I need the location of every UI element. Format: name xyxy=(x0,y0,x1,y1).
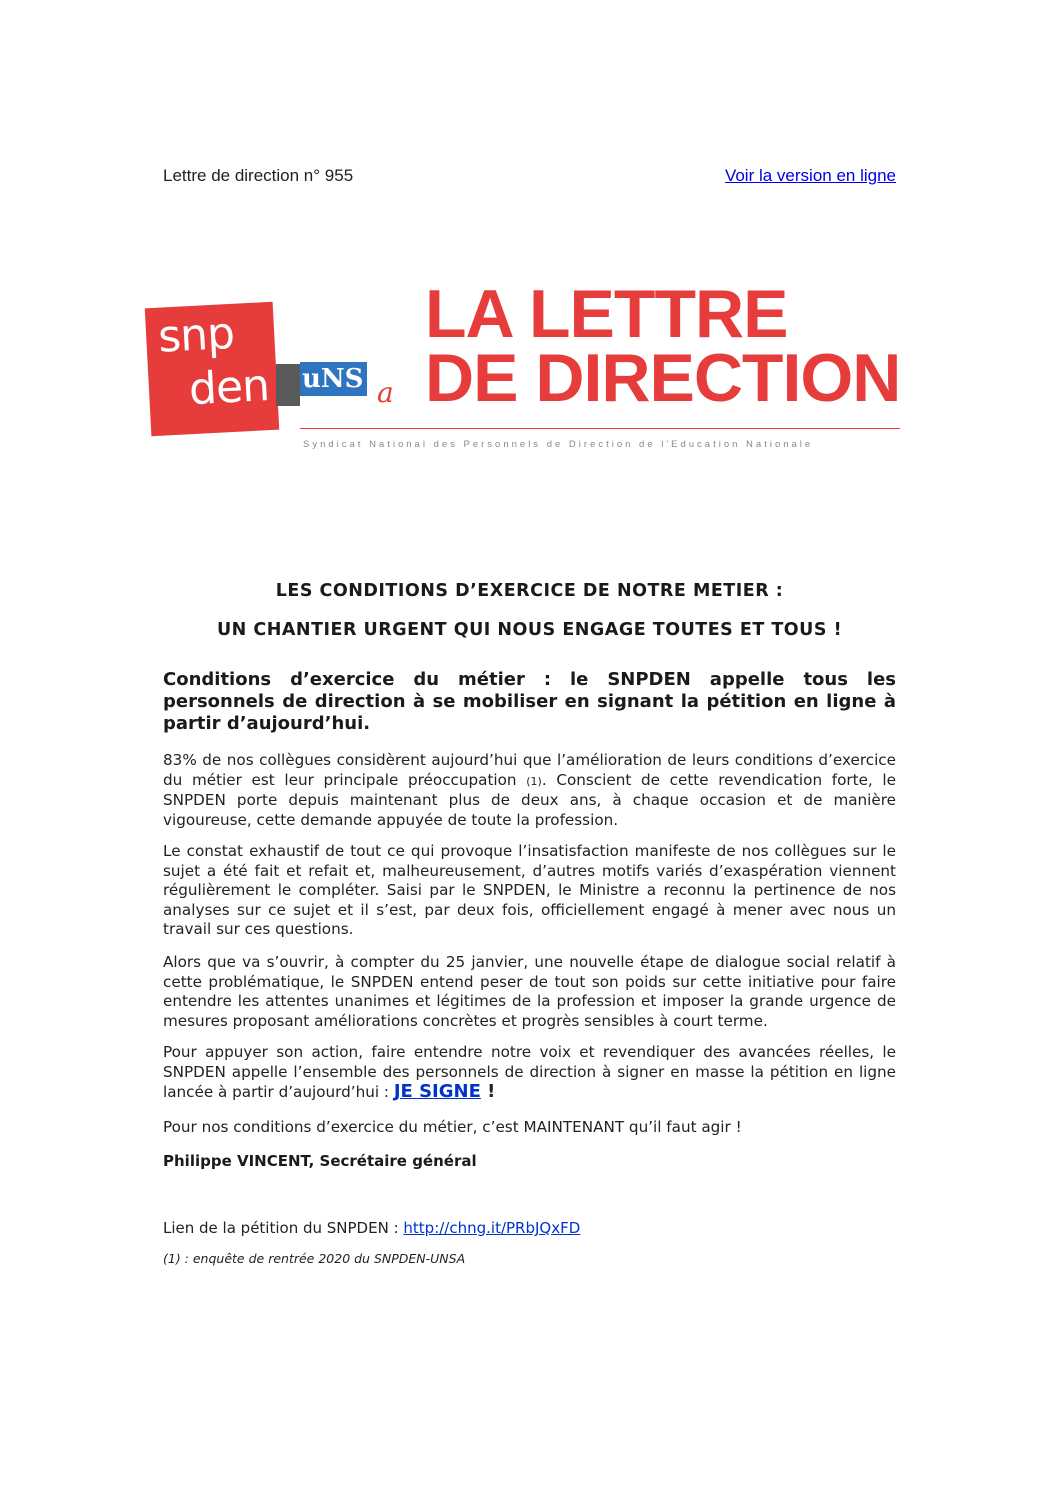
article-title-line1: LES CONDITIONS D’EXERCICE DE NOTRE METIER : xyxy=(275,581,784,601)
petition-link[interactable]: http://chng.it/PRbJQxFD xyxy=(403,1219,581,1237)
masthead-title-line2: DE DIRECTION xyxy=(425,340,901,416)
logo-snp-text: snp xyxy=(156,307,236,363)
unsa-logo-a: a xyxy=(377,376,394,409)
paragraph-5: Pour nos conditions d’exercice du métier, c’est MAINTENANT qu’il faut agir ! xyxy=(163,1118,742,1136)
cta-exclamation: ! xyxy=(480,1081,496,1102)
article-title-line2: UN CHANTIER URGENT QUI NOUS ENGAGE TOUTES ET TOUS ! xyxy=(216,620,843,640)
paragraph-2: Le constat exhaustif de tout ce qui provoque l’insatisfaction manifeste de nos collègues sur le sujet a été fait et refait et, malheureusement, d’autres motifs variés d’exaspération viennent régulièrement le compléter. Saisi par le SNPDEN, le Ministre a reconnu la pertinence de nos analyses sur ce sujet et il s’est, par deux fois, officiellement engagé à mener avec nous un travail sur ces questions. xyxy=(163,842,896,938)
petition-label: Lien de la pétition du SNPDEN : xyxy=(163,1219,404,1237)
unsa-logo: uNS xyxy=(300,362,367,396)
paragraph-4-text: Pour appuyer son action, faire entendre notre voix et revendiquer des avancées réelles, le SNPDEN appelle l’ensemble des personnels de direction à signer en masse la pétition en ligne lancée à partir d’aujourd’hui : xyxy=(163,1043,896,1101)
article-lead: Conditions d’exercice du métier : le SNPDEN appelle tous les personnels de direction à se mobiliser en signant la pétition en ligne à partir d’aujourd’hui. xyxy=(163,669,896,734)
paragraph-1-text-a: 83% de nos collègues considèrent aujourd’hui que l’amélioration de leurs conditions d’exercice du métier est leur principale préoccupation xyxy=(163,751,896,789)
unsa-logo-block xyxy=(276,364,300,406)
logo-den-text: den xyxy=(187,360,271,416)
signature: Philippe VINCENT, Secrétaire général xyxy=(163,1152,477,1170)
online-version-link[interactable]: Voir la version en ligne xyxy=(724,166,896,185)
petition-line xyxy=(163,1219,580,1237)
masthead-subtitle: Syndicat National des Personnels de Direction de l'Education Nationale xyxy=(303,439,814,450)
masthead-title-line1: LA LETTRE xyxy=(425,276,788,352)
paragraph-1-text-b: . Conscient de cette revendication forte, le SNPDEN porte depuis maintenant plus de deux ans, à chaque occasion et de manière vigoureuse, cette demande appuyée de toute la profession. xyxy=(163,770,896,829)
paragraph-3: Alors que va s’ouvrir, à compter du 25 janvier, une nouvelle étape de dialogue social relatif à cette problématique, le SNPDEN entend peser de tout son poids sur cette initiative pour faire entendre les attentes unanimes et légitimes de la profession et imposer la grande urgence de mesures proposant améliorations concrètes et progrès sensibles à court terme. xyxy=(163,953,896,1030)
paragraph-4 xyxy=(163,1043,896,1103)
paragraph-1 xyxy=(163,751,896,830)
masthead-divider xyxy=(300,428,900,429)
footnote-ref: (1) xyxy=(526,774,542,788)
snpden-logo xyxy=(145,302,280,437)
top-bar xyxy=(163,166,896,190)
je-signe-link[interactable]: JE SIGNE xyxy=(393,1081,481,1102)
masthead-title xyxy=(425,276,901,416)
footnote: (1) : enquête de rentrée 2020 du SNPDEN-UNSA xyxy=(163,1251,466,1266)
issue-label: Lettre de direction n° 955 xyxy=(163,166,354,185)
